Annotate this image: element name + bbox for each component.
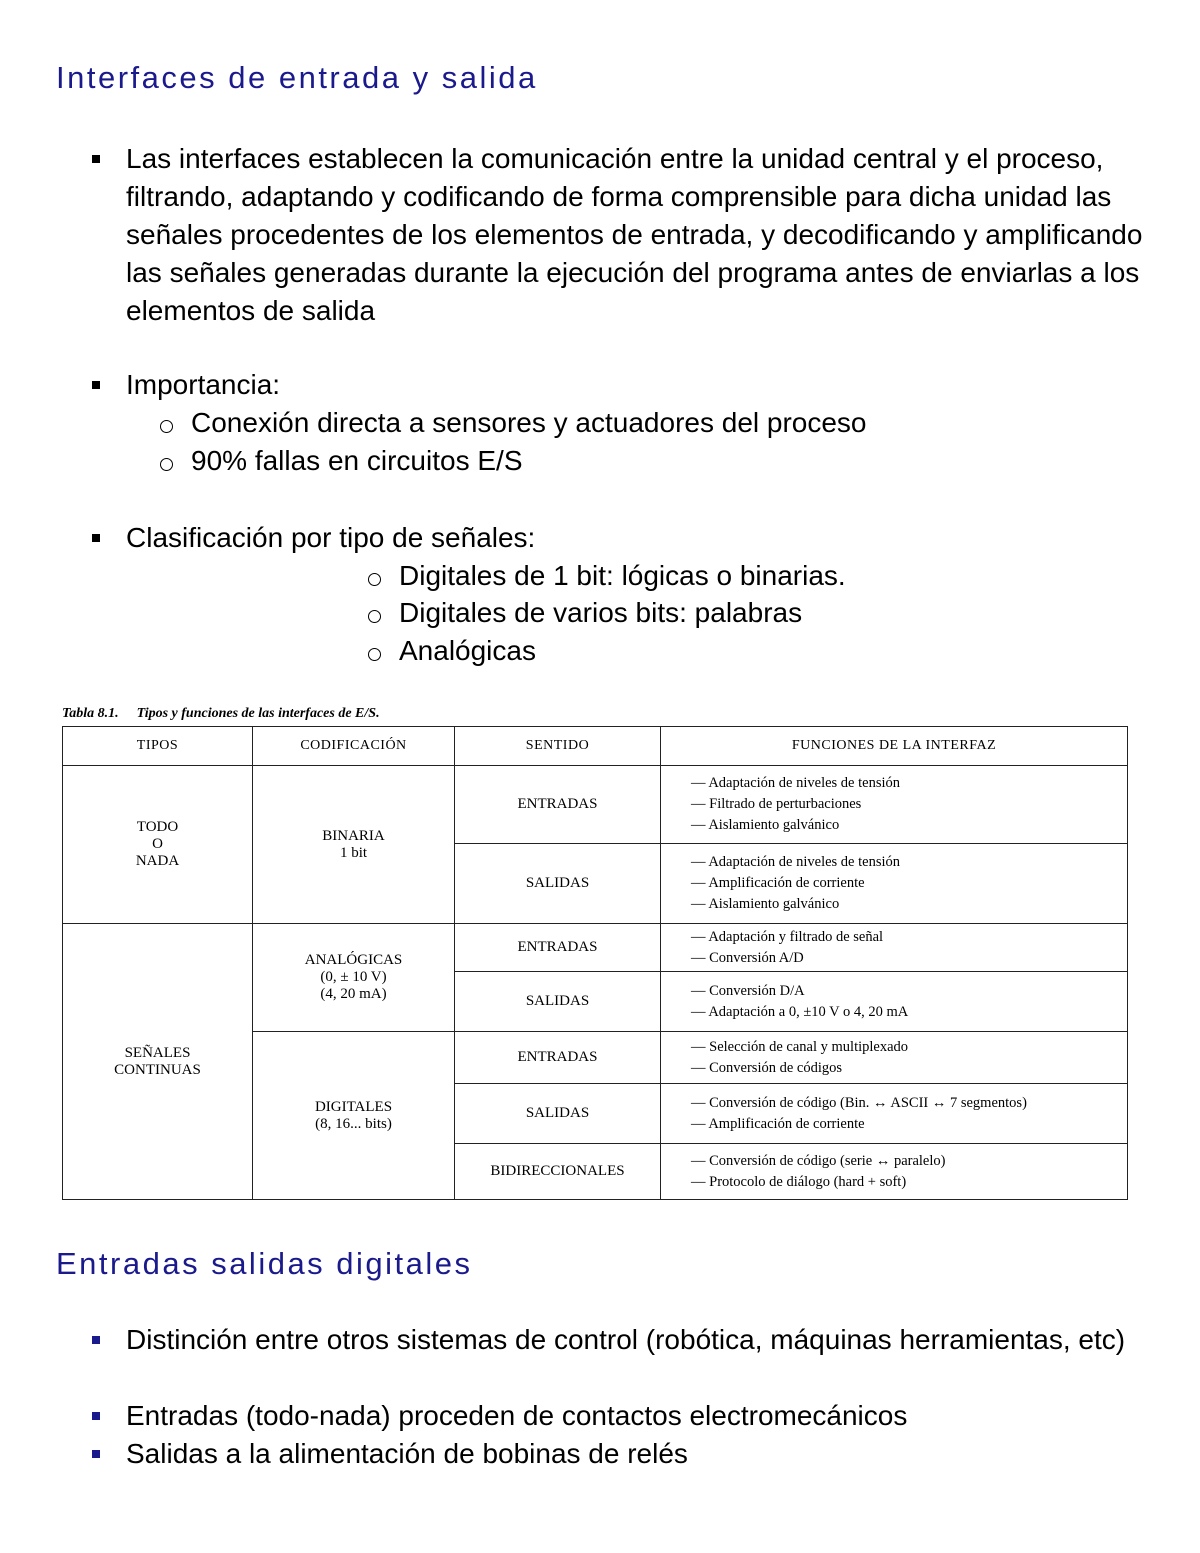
cell-funciones: — Adaptación y filtrado de señal — Conversión A/D (661, 924, 1128, 972)
bullet-digital: Entradas (todo-nada) proceden de contactos electromecánicos (92, 1397, 1152, 1435)
square-bullet-icon (92, 1336, 100, 1344)
bullet-importance (92, 366, 1152, 404)
cell-sentido: ENTRADAS (455, 766, 661, 844)
table-caption: Tabla 8.1. Tipos y funciones de las interfaces de E/S. (62, 706, 380, 721)
header-codificacion: CODIFICACIÓN (253, 727, 455, 766)
header-sentido: SENTIDO (455, 727, 661, 766)
sub-item: 90% fallas en circuitos E/S (160, 442, 523, 480)
circle-bullet-icon (368, 610, 381, 623)
cell-sentido: ENTRADAS (455, 924, 661, 972)
bullet-digital: Salidas a la alimentación de bobinas de relés (92, 1435, 1152, 1473)
interfaces-table (62, 726, 1128, 1200)
cell-tipo: TODO O NADA (63, 766, 253, 924)
cell-funciones: — Adaptación de niveles de tensión — Amplificación de corriente — Aislamiento galvánico (661, 844, 1128, 924)
circle-bullet-icon (368, 573, 381, 586)
circle-bullet-icon (160, 458, 173, 471)
cell-funciones: — Conversión D/A — Adaptación a 0, ±10 V o 4, 20 mA (661, 972, 1128, 1032)
bullet-intro-text: Las interfaces establecen la comunicación entre la unidad central y el proceso, filtrando, adaptando y codificando de forma comprensible para dicha unidad las señales procedentes de los elementos de entrada, y decodificando y amplificando las señales generadas durante la ejecución del programa antes de enviarlas a los elementos de salida (126, 143, 1143, 326)
header-funciones: FUNCIONES DE LA INTERFAZ (661, 727, 1128, 766)
bullet-classification (92, 519, 1152, 557)
header-tipos: TIPOS (63, 727, 253, 766)
cell-sentido: SALIDAS (455, 1084, 661, 1144)
section-heading-interfaces: Interfaces de entrada y salida (56, 60, 538, 95)
sub-item: Digitales de 1 bit: lógicas o binarias. (368, 557, 846, 595)
table-row (63, 766, 1128, 844)
bullet-importance-text: Importancia: (126, 369, 281, 400)
cell-funciones: — Selección de canal y multiplexado — Conversión de códigos (661, 1032, 1128, 1084)
sub-item: Digitales de varios bits: palabras (368, 594, 802, 632)
sub-item: Analógicas (368, 632, 536, 670)
bullet-digital: Distinción entre otros sistemas de control (robótica, máquinas herramientas, etc) (92, 1321, 1152, 1359)
cell-codificacion: BINARIA 1 bit (253, 766, 455, 924)
cell-sentido: SALIDAS (455, 844, 661, 924)
square-bullet-icon (92, 155, 100, 163)
square-bullet-icon (92, 1450, 100, 1458)
cell-tipo: SEÑALES CONTINUAS (63, 924, 253, 1200)
square-bullet-icon (92, 534, 100, 542)
cell-funciones: — Conversión de código (serie ↔ paralelo) — Protocolo de diálogo (hard + soft) (661, 1144, 1128, 1200)
circle-bullet-icon (160, 420, 173, 433)
square-bullet-icon (92, 1412, 100, 1420)
cell-sentido: BIDIRECCIONALES (455, 1144, 661, 1200)
cell-funciones: — Conversión de código (Bin. ↔ ASCII ↔ 7 segmentos) — Amplificación de corriente (661, 1084, 1128, 1144)
cell-codificacion: DIGITALES (8, 16... bits) (253, 1032, 455, 1200)
sub-item: Conexión directa a sensores y actuadores del proceso (160, 404, 867, 442)
circle-bullet-icon (368, 648, 381, 661)
square-bullet-icon (92, 381, 100, 389)
bullet-intro (92, 140, 1152, 330)
table-header-row (63, 727, 1128, 766)
cell-sentido: ENTRADAS (455, 1032, 661, 1084)
cell-sentido: SALIDAS (455, 972, 661, 1032)
section-heading-digital: Entradas salidas digitales (56, 1246, 473, 1281)
cell-codificacion: ANALÓGICAS (0, ± 10 V) (4, 20 mA) (253, 924, 455, 1032)
table-row (63, 924, 1128, 972)
bullet-classification-text: Clasificación por tipo de señales: (126, 522, 536, 553)
cell-funciones: — Adaptación de niveles de tensión — Filtrado de perturbaciones — Aislamiento galvánico (661, 766, 1128, 844)
